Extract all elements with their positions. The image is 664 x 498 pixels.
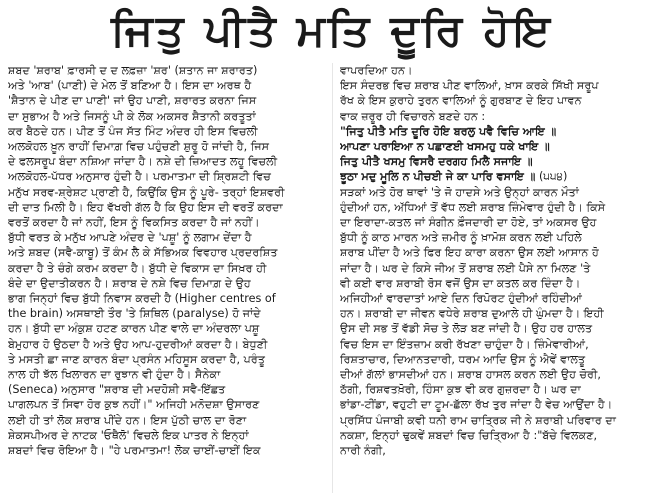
text-line: ਵਾਕ ਜ਼ਰੂਰ ਹੀ ਵਿਚਾਰਨੇ ਬਣਦੇ ਹਨ : xyxy=(340,109,486,123)
text-line: ਪ੍ਰਸਿੱਧ ਪੰਜਾਬੀ ਕਵੀ ਧਨੀ ਰਾਮ ਚਾਤ੍ਰਿਕ ਜੀ ਨੇ ਸ਼ਰਾਬੀ ਪਰਿਵਾਰ ਦਾ xyxy=(340,413,616,427)
text-line: ਹਨ। ਸ਼ਰਾਬੀ ਦਾ ਜੀਵਨ ਵਧੇਰੇ ਸ਼ਰਾਬ ਦੁਆਲੇ ਹੀ ਘੁੰਮਦਾ ਹੈ। ਇਹੀ xyxy=(340,307,604,321)
text-line: ਸ਼ਬਦ 'ਸ਼ਰਾਬ' ਫ਼ਾਰਸੀ ਦ ਦ ਲਫ਼ਜ਼ਾ 'ਸ਼ਰ' (ਸ਼ਤਾਨ ਜਾ ਸ਼ਰਾਰਤ) xyxy=(8,64,258,77)
text-line: ਬੁੱਧੀ ਵਰਤ ਕੇ ਮਨੁੱਖ ਆਪਣੇ ਅੰਦਰ ਦੇ 'ਪਸ਼ੂ' ਨੂੰ ਲਗਾਮ ਦੇਂਦਾ ਹੈ xyxy=(8,231,252,245)
text-line: ਭਾਂਡਾ-ਟੀਂਡਾ, ਵਹੁਟੀ ਦਾ ਟੂਮ-ਛੱਲਾ ਰੱਖ ਤੁਰ ਜਾਂਦਾ ਹੈ ਵੇਚ ਆਉਂਦਾ ਹੈ। xyxy=(340,398,613,412)
right-column xyxy=(340,63,658,496)
quote-reference: (੫੫੪) xyxy=(535,170,568,184)
text-line: ਅਤੇ ਸ਼ਬਦ (ਸਵੈ-ਕਾਬੂ) ਤੋਂ ਕੰਮ ਲੈ ਕੇ ਸੱਭਿਅਕ ਵਿਵਹਾਰ ਪ੍ਰਦਰਸ਼ਿਤ xyxy=(8,246,278,260)
text-line: ਬੁੱਧੀ ਨੂੰ ਕਾਠ ਮਾਰਨ ਅਤੇ ਜ਼ਮੀਰ ਨੂੰ ਖ਼ਾਮੋਸ਼ ਕਰਨ ਲਈ ਪਹਿਲੇ xyxy=(340,231,582,245)
text-line: ਲਈ ਹੀ ਤਾਂ ਲੋਕ ਸ਼ਰਾਬ ਪੀਂਦੇ ਹਨ। ਇਸ ਪੁੱਠੀ ਚਾਲ ਦਾ ਰੋਣਾ xyxy=(8,413,247,427)
text-line: ਅਲਕੋਹਲ ਖ਼ੂਨ ਰਾਹੀਂ ਦਿਮਾਗ਼ ਵਿਚ ਪਹੁੰਚਣੀ ਸ਼ੁਰੂ ਹੋ ਜਾਂਦੀ ਹੈ, ਜਿਸ xyxy=(8,140,270,154)
text-line: ਦਾ ਸੁਭਾਅ ਹੈ ਅਤੇ ਜਿਸਨੂੰ ਪੀ ਕੇ ਲੋਕ ਅਕਸਰ ਸ਼ੈਤਾਨੀ ਕਰਤੂਤਾਂ xyxy=(8,109,256,123)
quote-line: ਆਪਣਾ ਪਰਾਇਆ ਨ ਪਛਾਣਈ ਖਸਮਹੁ ਧਕੇ ਖਾਇ ॥ xyxy=(340,140,550,154)
text-line: ਅਜਿਹੀਆਂ ਵਾਰਦਾਤਾਂ ਆਏ ਦਿਨ ਰਿਪੋਰਟ ਹੁੰਦੀਆਂ ਰਹਿੰਦੀਆਂ xyxy=(340,292,583,306)
text-line: ਤੇ ਮਸਤੀ ਛਾ ਜਾਣ ਕਾਰਨ ਬੰਦਾ ਪ੍ਰਸੰਨ ਮਹਿਸੂਸ ਕਰਦਾ ਹੈ, ਪਰੰਤੂ xyxy=(8,352,265,366)
article-title: ਜਿਤੁ ਪੀਤੈ ਮਤਿ ਦੂਰਿ ਹੋਇ xyxy=(111,6,553,56)
text-line: ਦੇ ਫਲਸਰੂਪ ਬੰਦਾ ਨਸ਼ਿਆ ਜਾਂਦਾ ਹੈ। ਨਸ਼ੇ ਦੀ ਜ਼ਿਆਦਤ ਲਹੂ ਵਿਚਲੀ xyxy=(8,155,278,169)
text-line: ਹਨ। ਬੁੱਧੀ ਦਾ ਅੰਕੁਸ਼ ਹਟਣ ਕਾਰਨ ਪੀਣ ਵਾਲੇ ਦਾ ਅੰਦਰਲਾ ਪਸ਼ੂ xyxy=(8,322,260,336)
text-line: ਉਸ ਦੀ ਸਭ ਤੋਂ ਵੱਡੀ ਸੋਚ ਤੇ ਲੋੜ ਬਣ ਜਾਂਦੀ ਹੈ। ਉਹ ਹਰ ਹਾਲਤ xyxy=(340,322,593,336)
text-line: ਵਾਪਰਦਿਆ ਹਨ। xyxy=(340,64,413,77)
text-line: 'ਸ਼ੈਤਾਨ ਦੇ ਪੀਣ ਦਾ ਪਾਣੀ' ਜਾਂ ਉਹ ਪਾਣੀ, ਸ਼ਰਾਰਤ ਕਰਨਾ ਜਿਸ xyxy=(8,94,257,108)
text-line: ਦਾ ਇਰਾਦਾ-ਕਤਲ ਜਾਂ ਸੰਗੀਨ ਫ਼ੌਜਦਾਰੀ ਦਾ ਹੋਏ, ਤਾਂ ਅਕਸਰ ਉਹ xyxy=(340,216,597,230)
text-line: the brain) ਅਸਥਾਈ ਤੌਰ 'ਤੇ ਸ਼ਿਥਿਲ (paralyse) ਹੋ ਜਾਂਦੇ xyxy=(8,307,261,321)
text-line: ਠੱਗੀ, ਰਿਸ਼ਵਤਖ਼ੋਰੀ, ਹਿੰਸਾ ਕੁਝ ਵੀ ਕਰ ਗੁਜ਼ਰਦਾ ਹੈ। ਘਰ ਦਾ xyxy=(340,383,581,397)
text-line: ਅਲਕੋਹਲ-ਪੱਧਰ ਅਨੁਸਾਰ ਹੁੰਦੀ ਹੈ। ਪਰਮਾਤਮਾ ਦੀ ਸ਼੍ਰਿਸ਼ਟੀ ਵਿਚ xyxy=(8,170,271,184)
text-line: ਸ਼ਰਾਬ ਪੀਂਦਾ ਹੈ ਅਤੇ ਫਿਰ ਇਹ ਕਾਰਾ ਕਰਨਾ ਉਸ ਲਈ ਆਸਾਨ ਹੋ xyxy=(340,246,599,260)
right-body-paragraph xyxy=(340,185,658,459)
text-line: ਸੜਕਾਂ ਅਤੇ ਹੋਰ ਥਾਵਾਂ 'ਤੇ ਜੋ ਹਾਦਸੇ ਅਤੇ ਉਨ੍ਹਾਂ ਕਾਰਨ ਮੌਤਾਂ xyxy=(340,185,579,199)
text-line: ਪਾਗਲਪਨ ਤੋਂ ਸਿਵਾ ਹੋਰ ਕੁਝ ਨਹੀਂ।" ਅਜਿਹੀ ਮਨੋਦਸ਼ਾ ਉਸਾਰਣ xyxy=(8,398,260,412)
text-line: ਨਾਰੀ ਨੰਗੀ, xyxy=(340,444,386,458)
quote-line: ਝੂਠਾ ਮਦੁ ਮੂਲਿ ਨ ਪੀਚਈ ਜੇ ਕਾ ਪਾਰਿ ਵਸਾਇ ॥ (੫੫੪) xyxy=(340,170,568,184)
text-line: ਨਾਲ ਹੀ ਝੱਲ ਖਿਲਾਰਨ ਦਾ ਰੁਝਾਨ ਵੀ ਹੁੰਦਾ ਹੈ। ਸੈਨੇਕਾ xyxy=(8,368,221,382)
text-line: ਵਰਤੋਂ ਕਰਦਾ ਹੈ ਜਾਂ ਨਹੀਂ, ਇਸ ਨੂੰ ਵਿਕਸਿਤ ਕਰਦਾ ਹੈ ਜਾਂ ਨਹੀਂ। xyxy=(8,216,260,230)
text-line: ਰਿਸ਼ਤਾਚਾਰ, ਦਿਆਨਤਦਾਰੀ, ਧਰਮ ਆਦਿ ਉਸ ਨੂੰ ਐਵੇਂ ਵਾਲਤੂ xyxy=(340,352,586,366)
left-column xyxy=(8,63,326,496)
text-line: ਵੀ ਕਈ ਵਾਰ ਸ਼ਰਾਬੀ ਰੋਸ ਵਜੋਂ ਉਸ ਦਾ ਕਤਲ ਕਰ ਦਿੰਦਾ ਹੈ। xyxy=(340,276,581,290)
text-line: ਰੱਖ ਕੇ ਇਸ ਕੁਰਾਹੇ ਤੁਰਨ ਵਾਲਿਆਂ ਨੂੰ ਗੁਰਬਾਣ ਦੇ ਇਹ ਪਾਵਨ xyxy=(340,94,582,108)
text-line: ਜਾਂਦਾ ਹੈ। ਘਰ ਦੇ ਕਿਸੇ ਜੀਅ ਤੋਂ ਸ਼ਰਾਬ ਲਈ ਪੈਸੇ ਨਾ ਮਿਲਣ 'ਤੇ xyxy=(340,261,591,275)
text-line: ਬੰਦੇ ਦਾ ਉਦਾਤੀਕਰਨ ਹੈ। ਸ਼ਰਾਬ ਦੇ ਨਸ਼ੇ ਵਿਚ ਦਿਮਾਗ਼ ਦੇ ਉਹ xyxy=(8,276,251,290)
text-line: ਨਕਸ਼ਾ, ਇਨ੍ਹਾਂ ਢੁਕਵੇਂ ਸ਼ਬਦਾਂ ਵਿਚ ਚਿਤ੍ਰਿਆ ਹੈ :"ਬੱਚੇ ਵਿਲਕਣ, xyxy=(340,428,598,442)
text-line: ਕਰ ਬੈਠਦੇ ਹਨ। ਪੀਣ ਤੋਂ ਪੰਜ ਸੱਤ ਮਿੰਟ ਅੰਦਰ ਹੀ ਇਸ ਵਿਚਲੀ xyxy=(8,124,258,138)
text-line: ਦੀਆਂ ਗੱਲਾਂ ਭਾਸਦੀਆਂ ਹਨ। ਸ਼ਰਾਬ ਹਾਸਲ ਕਰਨ ਲਈ ਉਹ ਚੋਰੀ, xyxy=(340,368,601,382)
column-divider xyxy=(332,63,333,493)
text-line: ਭਾਗ ਜਿਨ੍ਹਾਂ ਵਿਚ ਬੁੱਧੀ ਨਿਵਾਸ ਕਰਦੀ ਹੈ (Higher centres of xyxy=(8,292,276,306)
text-line: ਵਿਚ ਇਸ ਦਾ ਇੰਤਜ਼ਾਮ ਕਰੀ ਰੱਖਣਾ ਚਾਹੁੰਦਾ ਹੈ। ਜ਼ਿੰਮੇਵਾਰੀਆਂ, xyxy=(340,337,589,351)
text-line: ਕਰਦਾ ਹੈ ਤੇ ਚੰਗੇ ਕਰਮ ਕਰਦਾ ਹੈ। ਬੁੱਧੀ ਦੇ ਵਿਕਾਸ ਦਾ ਸਿਖ਼ਰ ਹੀ xyxy=(8,261,267,275)
text-line: (Seneca) ਅਨੁਸਾਰ "ਸ਼ਰਾਬ ਦੀ ਮਦਹੋਸ਼ੀ ਸਵੈ-ਇੱਛਤ xyxy=(8,383,226,397)
text-line: ਮਨੁੱਖ ਸਰਵ-ਸ਼੍ਰੇਸ਼ਟ ਪ੍ਰਾਣੀ ਹੈ, ਕਿਉਂਕਿ ਉਸ ਨੂੰ ਪੂਰੇ- ਤਰ੍ਹਾਂ ਇਸ਼ਵਰੀ xyxy=(8,185,285,199)
text-line: ਸ਼ੇਕਸਪੀਅਰ ਦੇ ਨਾਟਕ 'ਓਥੈਲੋ' ਵਿਚਲੇ ਇਕ ਪਾਤਰ ਨੇ ਇਨ੍ਹਾਂ xyxy=(8,428,249,442)
right-intro-paragraph xyxy=(340,63,658,124)
text-line: ਸ਼ਬਦਾਂ ਵਿਚ ਰੋਇਆ ਹੈ। "ਹੇ ਪਰਮਾਤਮਾ! ਲੋਕ ਚਾਈਂ-ਚਾਈਂ ਇਕ xyxy=(8,444,261,458)
text-line: ਬੇਮੁਹਾਰ ਹੋ ਉਠਦਾ ਹੈ ਅਤੇ ਉਹ ਆਪ-ਹੁਦਰੀਆਂ ਕਰਦਾ ਹੈ। ਬੇਧੁਣੀ xyxy=(8,337,268,351)
quote-line: ਜਿਤੁ ਪੀਤੈ ਖਸਮੁ ਵਿਸਰੈ ਦਰਗਹ ਮਿਲੈ ਸਜਾਇ ॥ xyxy=(340,155,533,169)
gurbani-quote xyxy=(340,124,658,185)
text-line: ਇਸ ਸੰਦਰਭ ਵਿਚ ਸ਼ਰਾਬ ਪੀਣ ਵਾਲਿਆਂ, ਖ਼ਾਸ ਕਰਕੇ ਸਿੱਖੀ ਸਰੂਪ xyxy=(340,79,599,93)
text-line: ਅਤੇ 'ਆਬ' (ਪਾਣੀ) ਦੇ ਮੇਲ ਤੋਂ ਬਣਿਆ ਹੈ। ਇਸ ਦਾ ਅਰਥ ਹੈ xyxy=(8,79,252,93)
text-line: ਹੁੰਦੀਆਂ ਹਨ, ਅੱਧਿਆਂ ਤੋਂ ਵੱਧ ਲਈ ਸ਼ਰਾਬ ਜ਼ਿੰਮੇਵਾਰ ਹੁੰਦੀ ਹੈ। ਕਿਸੇ xyxy=(340,200,606,214)
quote-line: "ਜਿਤੁ ਪੀਤੈ ਮਤਿ ਦੂਰਿ ਹੋਇ ਬਰਲੁ ਪਵੈ ਵਿਚਿ ਆਇ ॥ xyxy=(340,124,557,138)
text-line: ਦੀ ਦਾਤ ਮਿਲੀ ਹੈ। ਇਹ ਵੱਖਰੀ ਗੱਲ ਹੈ ਕਿ ਉਹ ਇਸ ਦੀ ਵਰਤੋਂ ਕਰਦਾ xyxy=(8,200,283,214)
